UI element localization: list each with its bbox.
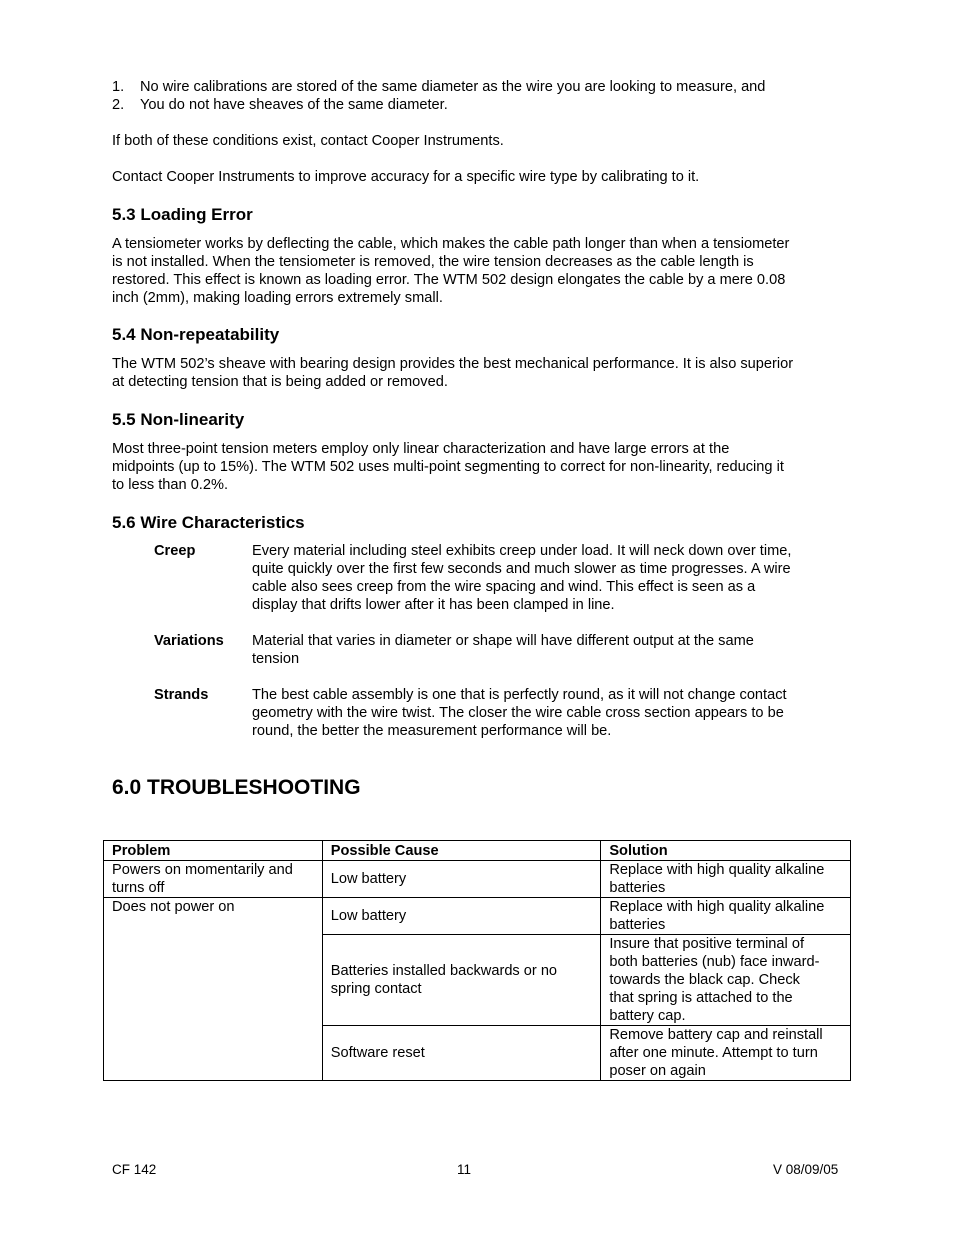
text-line: spring contact: [330, 981, 422, 997]
header-possible-cause: Possible Cause: [322, 841, 601, 861]
section-5-4-body: [112, 355, 793, 391]
text-line: inch (2mm), making loading errors extremely small.: [112, 290, 443, 306]
cell-cause: [322, 935, 601, 1026]
text-line: Powers on momentarily and: [112, 862, 293, 878]
footer-version: V 08/09/05: [773, 1162, 839, 1177]
table-row: [104, 861, 851, 898]
cell-cause: Low battery: [322, 861, 601, 898]
definition-strands: [252, 686, 787, 740]
term-strands: Strands: [154, 687, 209, 703]
text-line: at detecting tension that is being added or removed.: [112, 374, 448, 390]
text-line: Batteries installed backwards or no: [330, 963, 558, 979]
text-line: Material that varies in diameter or shape will have different output at the same: [252, 633, 754, 649]
text-line: restored. This effect is known as loading error. The WTM 502 design elongates the cable by a mere 0.08: [112, 272, 786, 288]
section-5-3-body: [112, 235, 789, 307]
text-line: display that drifts lower after it has been clamped in line.: [252, 597, 615, 613]
list-number: 2.: [112, 97, 125, 113]
cell-problem: [104, 861, 323, 898]
text-line: that spring is attached to the: [609, 990, 793, 1006]
text-line: batteries: [609, 880, 666, 896]
list-item: [112, 96, 448, 114]
text-line: after one minute. Attempt to turn: [609, 1045, 818, 1061]
text-line: is not installed. When the tensiometer is removed, the wire tension decreases as the cable length is: [112, 254, 754, 270]
definition-variations: [252, 632, 754, 668]
troubleshooting-table: [103, 840, 851, 1081]
cell-solution: [601, 1026, 851, 1081]
section-5-5-body: [112, 440, 784, 494]
list-text: You do not have sheaves of the same diameter.: [140, 97, 448, 113]
footer-document-id: CF 142: [112, 1162, 157, 1177]
text-line: Replace with high quality alkaline: [609, 862, 825, 878]
list-item: [112, 78, 765, 96]
section-heading-5-3: 5.3 Loading Error: [112, 205, 253, 224]
text-line: Insure that positive terminal of: [609, 936, 805, 952]
table-header-row: [104, 841, 851, 861]
footer-page-number: 11: [457, 1162, 472, 1177]
text-line: poser on again: [609, 1063, 706, 1079]
text-line: Replace with high quality alkaline: [609, 899, 825, 915]
text-line: turns off: [112, 880, 165, 896]
text-line: Most three-point tension meters employ only linear characterization and have large errors at the: [112, 441, 730, 457]
text-line: both batteries (nub) face inward-: [609, 954, 820, 970]
text-line: The best cable assembly is one that is perfectly round, as it will not change contact: [252, 687, 787, 703]
list-text: No wire calibrations are stored of the same diameter as the wire you are looking to measure, and: [140, 79, 766, 95]
text-line: tension: [252, 651, 300, 667]
text-line: midpoints (up to 15%). The WTM 502 uses multi-point segmenting to correct for non-linearity, reducing it: [112, 459, 784, 475]
term-creep: Creep: [154, 543, 196, 559]
text-line: A tensiometer works by deflecting the cable, which makes the cable path longer than when a tensiometer: [112, 236, 790, 252]
table-row: [104, 898, 851, 935]
paragraph-both-conditions: If both of these conditions exist, contact Cooper Instruments.: [112, 133, 504, 149]
header-problem: Problem: [104, 841, 323, 861]
cell-cause: Software reset: [322, 1026, 601, 1081]
text-line: quite quickly over the first few seconds and much slower as time progresses. A wire: [252, 561, 791, 577]
text-line: Remove battery cap and reinstall: [609, 1027, 823, 1043]
cell-solution: [601, 861, 851, 898]
paragraph-contact: Contact Cooper Instruments to improve accuracy for a specific wire type by calibrating to it.: [112, 169, 700, 185]
section-heading-6-0: 6.0 TROUBLESHOOTING: [112, 776, 361, 799]
definition-creep: [252, 542, 791, 614]
cell-solution: [601, 935, 851, 1026]
text-line: cable also sees creep from the wire spacing and wind. This effect is seen as a: [252, 579, 756, 595]
text-line: Every material including steel exhibits creep under load. It will neck down over time,: [252, 543, 792, 559]
cell-cause: Low battery: [322, 898, 601, 935]
text-line: batteries: [609, 917, 666, 933]
text-line: to less than 0.2%.: [112, 477, 229, 493]
text-line: battery cap.: [609, 1008, 686, 1024]
cell-solution: [601, 898, 851, 935]
cell-problem: Does not power on: [104, 898, 323, 1081]
text-line: The WTM 502’s sheave with bearing design provides the best mechanical performance. It is also superior: [112, 356, 794, 372]
list-number: 1.: [112, 79, 125, 95]
section-heading-5-6: 5.6 Wire Characteristics: [112, 513, 305, 532]
term-variations: Variations: [154, 633, 224, 649]
section-heading-5-5: 5.5 Non-linearity: [112, 410, 245, 429]
section-heading-5-4: 5.4 Non-repeatability: [112, 325, 280, 344]
text-line: round, the better the measurement performance will be.: [252, 723, 612, 739]
text-line: geometry with the wire twist. The closer the wire cable cross section appears to be: [252, 705, 784, 721]
header-solution: Solution: [601, 841, 851, 861]
text-line: towards the black cap. Check: [609, 972, 800, 988]
